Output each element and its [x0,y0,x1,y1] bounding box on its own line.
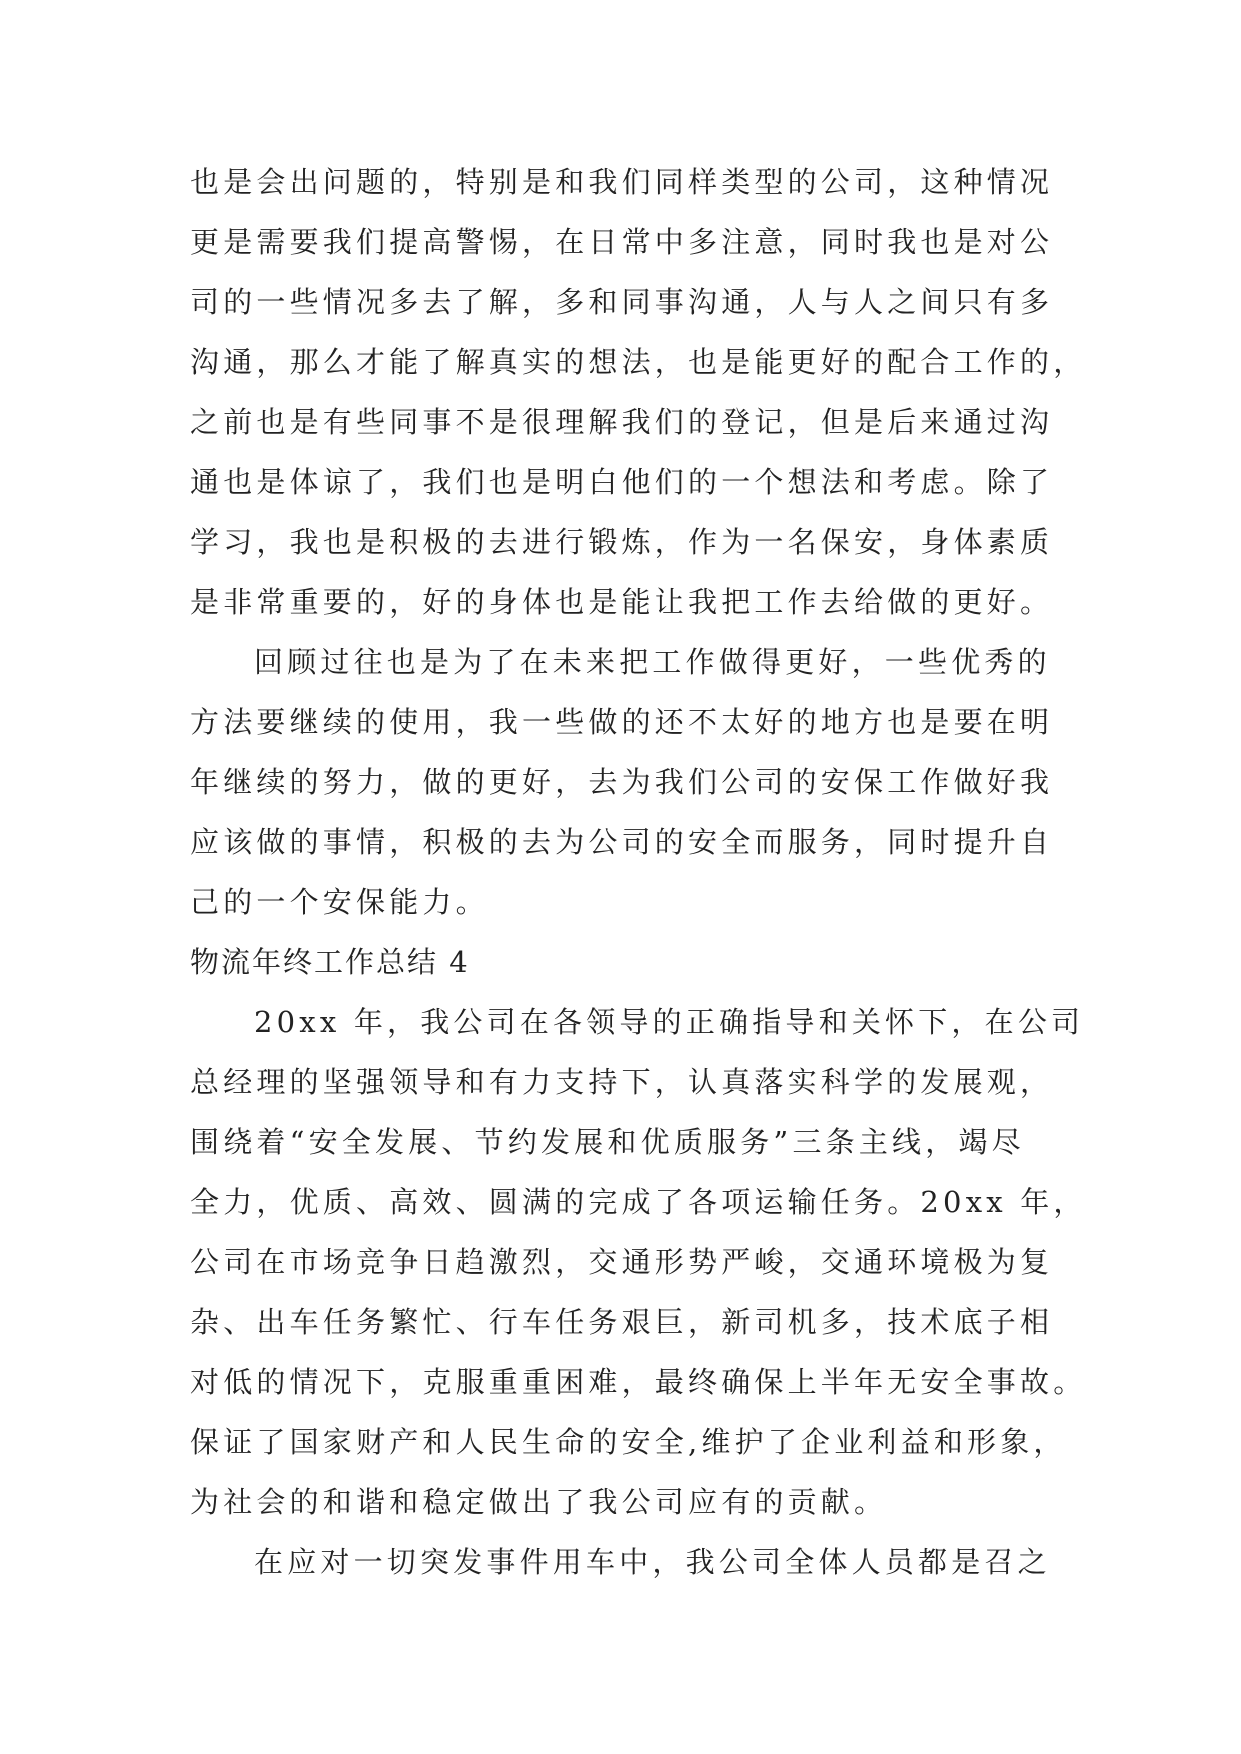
text-line: 方法要继续的使用，我一些做的还不太好的地方也是要在明 [190,705,1054,739]
paragraph-start-line: 20xx 年，我公司在各领导的正确指导和关怀下，在公司 [254,1005,1085,1039]
text-line: 全力，优质、高效、圆满的完成了各项运输任务。20xx 年， [190,1185,1087,1219]
text-line: 为社会的和谐和稳定做出了我公司应有的贡献。 [190,1485,888,1519]
text-line: 通也是体谅了，我们也是明白他们的一个想法和考虑。除了 [190,465,1054,499]
text-line: 学习，我也是积极的去进行锻炼，作为一名保安，身体素质 [190,525,1054,559]
document-page [190,152,1087,1592]
text-line: 己的一个安保能力。 [190,885,489,919]
text-line: 沟通，那么才能了解真实的想法，也是能更好的配合工作的， [190,345,1087,379]
text-line: 之前也是有些同事不是很理解我们的登记，但是后来通过沟 [190,405,1054,439]
text-line: 也是会出问题的，特别是和我们同样类型的公司，这种情况 [190,165,1054,199]
text-line: 公司在市场竞争日趋激烈，交通形势严峻，交通环境极为复 [190,1245,1054,1279]
text-line: 更是需要我们提高警惕，在日常中多注意，同时我也是对公 [190,225,1054,259]
text-line: 杂、出车任务繁忙、行车任务艰巨，新司机多，技术底子相 [190,1305,1054,1339]
text-line: 对低的情况下，克服重重困难，最终确保上半年无安全事故。 [190,1365,1087,1399]
paragraph-start-line: 在应对一切突发事件用车中，我公司全体人员都是召之 [254,1545,1051,1579]
text-line: 是非常重要的，好的身体也是能让我把工作去给做的更好。 [190,585,1054,619]
paragraph-start-line: 回顾过往也是为了在未来把工作做得更好，一些优秀的 [254,645,1051,679]
text-line: 应该做的事情，积极的去为公司的安全而服务，同时提升自 [190,825,1054,859]
text-line: 总经理的坚强领导和有力支持下，认真落实科学的发展观， [190,1065,1054,1099]
section-heading: 物流年终工作总结 4 [190,945,470,979]
text-line: 司的一些情况多去了解，多和同事沟通，人与人之间只有多 [190,285,1054,319]
text-line: 围绕着“安全发展、节约发展和优质服务”三条主线，竭尽 [190,1125,1025,1159]
text-line: 年继续的努力，做的更好，去为我们公司的安保工作做好我 [190,765,1054,799]
text-line: 保证了国家财产和人民生命的安全,维护了企业利益和形象， [190,1425,1067,1459]
